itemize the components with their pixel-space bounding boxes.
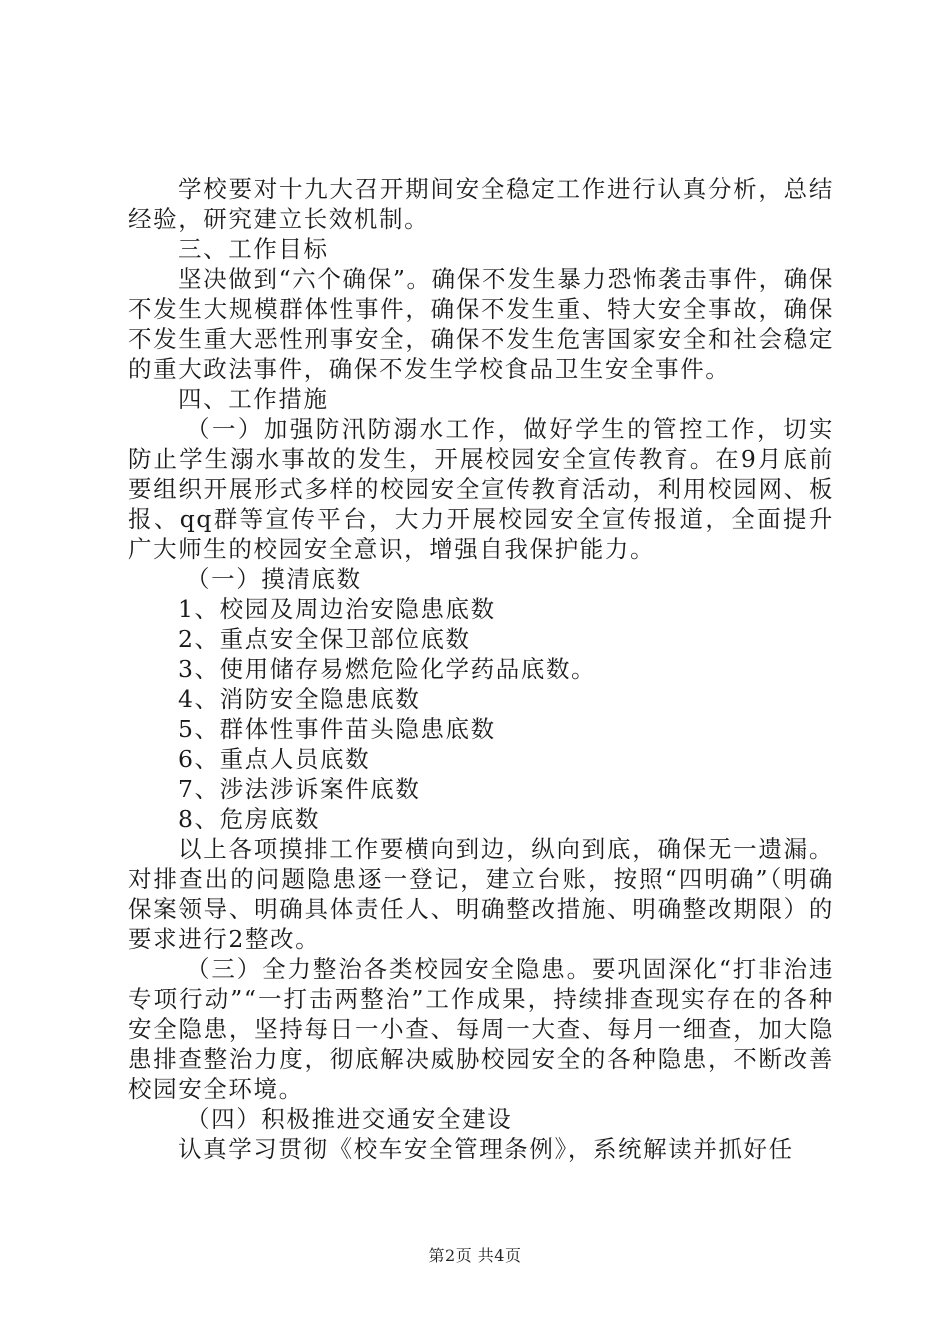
- page-number-footer: 第2页 共4页: [428, 1246, 522, 1265]
- paragraph-flood-prevention: （一）加强防汛防溺水工作，做好学生的管控工作，切实防止学生溺水事故的发生，开展校园安全宣传教育。在9月底前要组织开展形式多样的校园安全宣传教育活动，利用校园网、板报、qq群等宣传平台，大力开展校园安全宣传报道，全面提升广大师生的校园安全意识，增强自我保护能力。: [128, 415, 834, 563]
- paragraph-school-bus: 认真学习贯彻《校车安全管理条例》，系统解读并抓好任: [178, 1135, 794, 1163]
- list-item: 6、重点人员底数: [178, 745, 371, 773]
- document-body: [128, 174, 834, 1164]
- list-item: 8、危房底数: [178, 805, 321, 833]
- paragraph-summary: 学校要对十九大召开期间安全稳定工作进行认真分析，总结经验，研究建立长效机制。: [128, 175, 834, 233]
- list-item: 7、涉法涉诉案件底数: [178, 775, 421, 803]
- list-item: 4、消防安全隐患底数: [178, 685, 421, 713]
- subheading-traffic-safety: （四）积极推进交通安全建设: [186, 1105, 513, 1133]
- paragraph-investigation: 以上各项摸排工作要横向到边，纵向到底，确保无一遗漏。对排查出的问题隐患逐一登记，建立台账，按照“四明确”（明确保案领导、明确具体责任人、明确整改措施、明确整改期限）的要求进行2整改。: [128, 835, 834, 953]
- list-item: 1、校园及周边治安隐患底数: [178, 595, 496, 623]
- list-item: 2、重点安全保卫部位底数: [178, 625, 471, 653]
- heading-work-goals: 三、工作目标: [178, 235, 329, 263]
- heading-work-measures: 四、工作措施: [178, 385, 329, 413]
- paragraph-six-ensures: 坚决做到“六个确保”。确保不发生暴力恐怖袭击事件，确保不发生大规模群体性事件，确保不发生重、特大安全事故，确保不发生重大恶性刑事安全，确保不发生危害国家安全和社会稳定的重大政法事件，确保不发生学校食品卫生安全事件。: [128, 265, 834, 383]
- list-item: 5、群体性事件苗头隐患底数: [178, 715, 496, 743]
- paragraph-rectification: （三）全力整治各类校园安全隐患。要巩固深化“打非治违专项行动”“一打击两整治”工作成果，持续排查现实存在的各种安全隐患，坚持每日一小查、每周一大查、每月一细查，加大隐患排查整治力度，彻底解决威胁校园安全的各种隐患，不断改善校园安全环境。: [128, 955, 834, 1103]
- subheading-baseline: （一）摸清底数: [186, 565, 362, 593]
- list-item: 3、使用储存易燃危险化学药品底数。: [178, 655, 597, 683]
